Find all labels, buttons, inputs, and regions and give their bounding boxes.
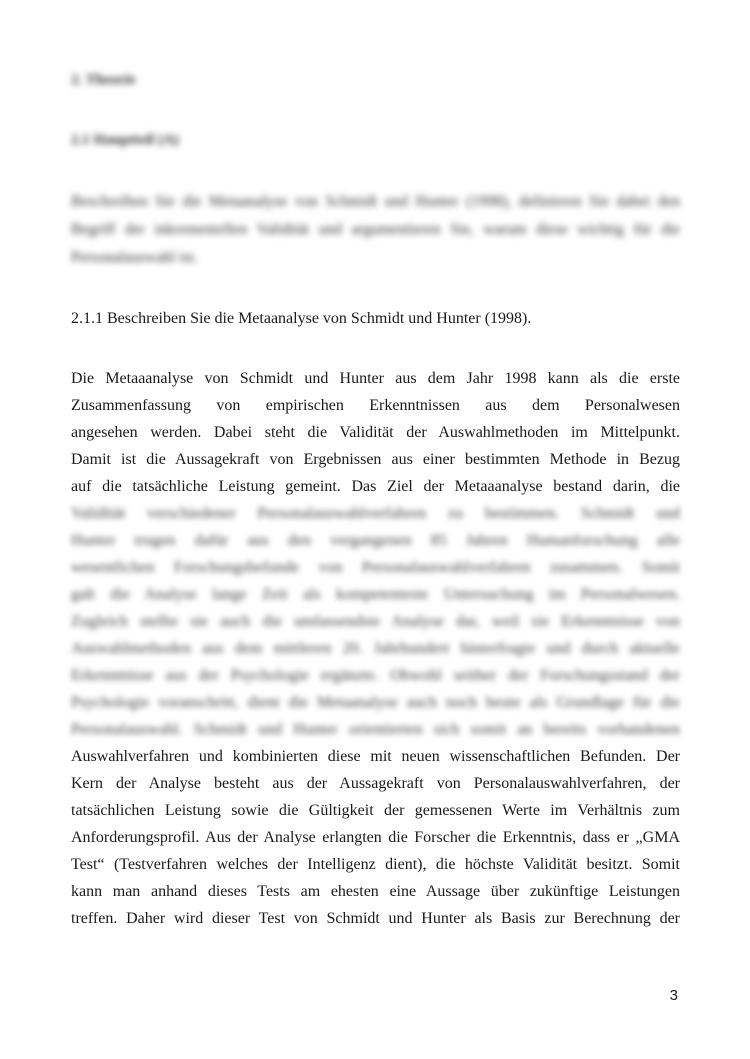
body-line: tatsächlichen Leistung sowie die Gültigkeit der gemessenen Werte im Verhältnis zum [71,802,680,819]
body-line: Die Metaaanalyse von Schmidt und Hunter aus dem Jahr 1998 kann als die erste [71,370,680,387]
body-line: Auswahlverfahren und kombinierten diese mit neuen wissenschaftlichen Befunden. Der [71,748,680,765]
body-paragraph [71,365,680,932]
body-line-blurred: Validität verschiedener Personalauswahlverfahren zu bestimmen. Schmidt und [71,505,680,522]
body-line-blurred: Hunter trugen dafür aus den vergangenen 85 Jahren Humanforschung alle [71,532,680,549]
body-line: Anforderungsprofil. Aus der Analyse erlangten die Forscher die Erkenntnis, dass er „GMA [71,829,680,846]
body-line: kann man anhand dieses Tests am ehesten eine Aussage über zukünftige Leistungen [71,883,680,900]
task-description-blurred: Beschreiben Sie die Metaanalyse von Schmidt und Hunter (1998), definieren Sie dabei den Begriff der inkrementellen Validität und argumentieren Sie, warum diese wichtig für die Personalauswahl ist. [71,193,680,266]
body-line-blurred: galt die Analyse lange Zeit als kompetenteste Untersuchung im Personalwesen. [71,586,680,603]
section-heading: 2.1 Hauptteil (A) [71,132,179,148]
body-line: auf die tatsächliche Leistung gemeint. Das Ziel der Metaaanalyse bestand darin, die [71,478,680,495]
body-line-blurred: Auswahlmethoden aus dem mittleren 20. Jahrhundert hinterfragte und durch aktuelle [71,640,680,657]
subsection-heading: 2.1.1 Beschreiben Sie die Metaanalyse von Schmidt und Hunter (1998). [71,310,532,327]
body-line-blurred: Personalauswahl. Schmidt und Hunter orientierten sich somit an bereits vorhandenen [71,721,680,738]
body-line: Damit ist die Aussagekraft von Ergebnissen aus einer bestimmten Methode in Bezug [71,451,680,468]
chapter-heading: 2. Theorie [71,72,136,88]
body-line: Test“ (Testverfahren welches der Intelligenz dient), die höchste Validität besitzt. Somit [71,856,680,873]
page-number: 3 [669,987,678,1004]
body-line: Kern der Analyse besteht aus der Aussagekraft von Personalauswahlverfahren, der [71,775,680,792]
body-line: treffen. Daher wird dieser Test von Schmidt und Hunter als Basis zur Berechnung der [71,910,680,927]
body-line-blurred: Zugleich stellte sie auch die umfassendste Analyse dar, weil sie Erkenntnisse von [71,613,680,630]
body-line-blurred: Psychologie voranschritt, dient die Metaanalyse auch noch heute als Grundlage für die [71,694,680,711]
body-line-blurred: wesentlichen Forschungsbefunde von Personalauswahlverfahren zusammen. Somit [71,559,680,576]
body-line: Zusammenfassung von empirischen Erkenntnissen aus dem Personalwesen [71,397,680,414]
body-line-blurred: Erkenntnisse aus der Psychologie ergänzte. Obwohl seither der Forschungsstand der [71,667,680,684]
body-line: angesehen werden. Dabei steht die Validität der Auswahlmethoden im Mittelpunkt. [71,424,680,441]
